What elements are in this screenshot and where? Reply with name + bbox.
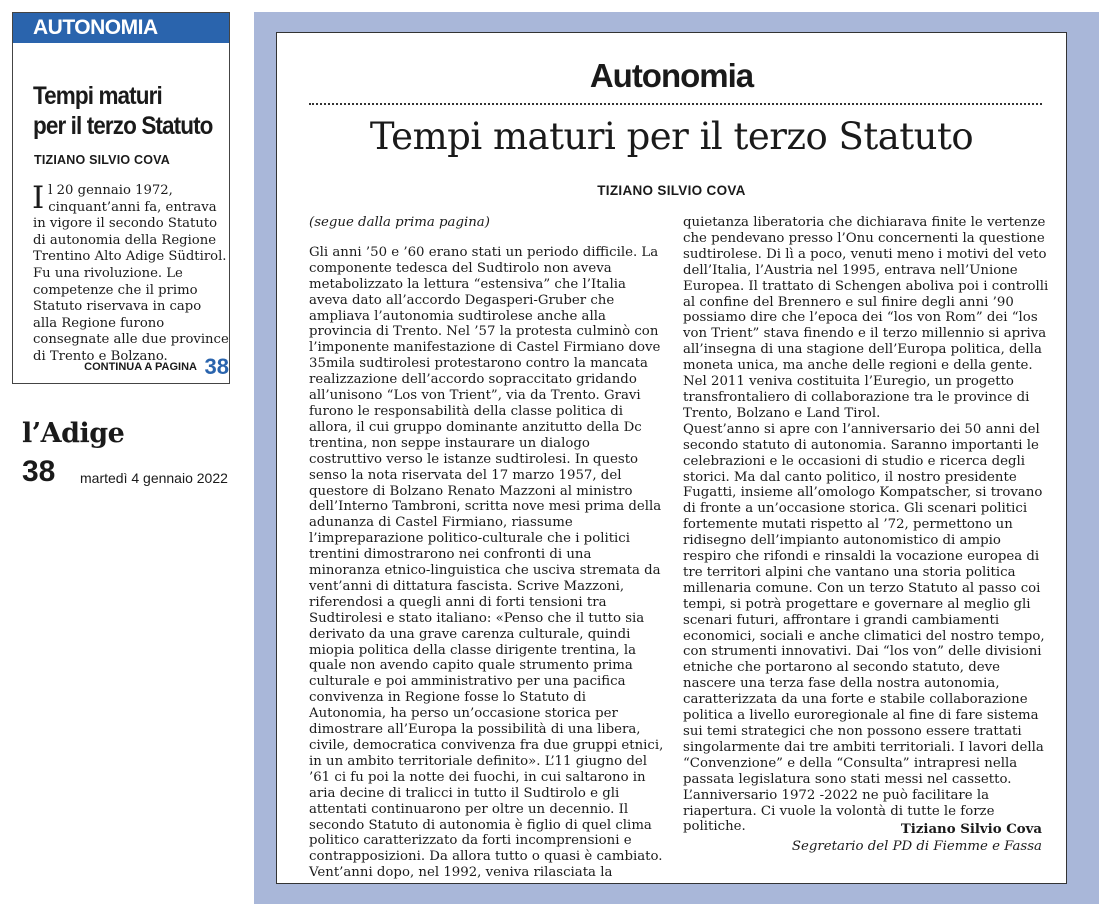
article-byline: TIZIANO SILVIO COVA	[597, 183, 746, 198]
article-paragraph: Gli anni ’50 e ’60 erano stati un periodo difficile. La componente tedesca del Sudtirolo non aveva metabolizzato la lettura “estensiva” che l’Italia aveva dato all’accordo Degasperi-Gruber che ampliava l’autonomia sudtirolese anche alla provincia di Trento. Nel ’57 la protesta culminò con l’imponente manifestazione di Castel Firmiano dove 35mila sudtirolesi protestarono contro la mancata realizzazione dell’accordo sopraccitato gridando all’unisono “Los von Trient”, via da Trento. Gravi furono le responsabilità della classe politica di allora, il cui gruppo dominante anzitutto della Dc trentina, non seppe instaurare un dialogo costruttivo verso le istanze sudtirolesi. In questo senso la nota riservata del 17 marzo 1957, del questore di Bolzano Renato Mazzoni al ministro dell’Interno Tambroni, scritta nove mesi prima della adunanza di Castel Firmiano, riassume l’impreparazione politico-culturale che i politici trentini dimostrarono nei confronti di una minoranza etnico-linguistica che usciva stremata da vent’anni di dittatura fascista. Scrive Mazzoni, riferendosi a quegli anni di forti tensioni tra Sudtirolesi e stato italiano: «Penso che il tutto sia derivato da una grave carenza culturale, quindi miopia politica della classe dirigente trentina, la quale non avendo capito quale strumento prima culturale e poi amministrativo per una pacifica convivenza in Regione fosse lo Statuto di Autonomia, ha perso un’occasione storica per dimostrare all’Europa la possibilità di una libera, civile, democratica convivenza fra due gruppi etnici, in un ambito territoriale definito». L’11 giugno del ’61 ci fu poi la notte dei fuochi, in cui saltarono in aria decine di tralicci in tutto il Sudtirolo e gli attentati continuarono per oltre un decennio. Il secondo Statuto di autonomia è figlio di quel clima politico caratterizzato da forti incomprensioni e contrapposizioni. Da allora tutto o quasi è cambiato. Vent’anni dopo, nel 1992, veniva rilasciata la	[309, 244, 664, 881]
newspaper-logo: l’Adige	[22, 418, 125, 449]
teaser-author: TIZIANO SILVIO COVA	[34, 153, 170, 167]
dotted-divider	[309, 103, 1042, 105]
article-panel	[276, 32, 1067, 884]
article-kicker: Autonomia	[589, 57, 754, 94]
teaser-title-line2: per il terzo Statuto	[33, 112, 213, 140]
article-column-1	[309, 215, 665, 881]
continued-from-note: (segue dalla prima pagina)	[309, 215, 490, 230]
signature-role: Segretario del PD di Fiemme e Fassa	[791, 839, 1042, 854]
section-label: AUTONOMIA	[13, 13, 229, 43]
teaser-title	[33, 81, 227, 141]
teaser-summary-text: l 20 gennaio 1972, cinquant’anni fa, entrava in vigore il secondo Statuto di autonomia della Regione Trentino Alto Adige Südtirol. Fu una rivoluzione. Le competenze che il primo Statuto riservava in capo alla Regione furono consegnate alle due province di Trento e Bolzano.	[33, 183, 229, 364]
issue-date: martedì 4 gennaio 2022	[80, 470, 228, 486]
article-paragraph: quietanza liberatoria che dichiarava finite le vertenze che pendevano presso l’Onu concernenti la questione sudtirolese. Di lì a poco, venuti meno i motivi del veto dell’Italia, l’Austria nel 1995, entrava nell’Unione Europea. Il trattato di Schengen aboliva poi i controlli al confine del Brennero e sul finire degli anni ’90 possiamo dire che l’epoca dei “los von Rom” dei “los von Trient” stava finendo e il terzo millennio si apriva all’insegna di una stagione dell’Europa politica, della moneta unica, ma anche delle regioni e della gente. Nel 2011 veniva costituita l’Euregio, un progetto transfrontaliero di collaborazione tra le province di Trento, Bolzano e Land Tirol.	[683, 215, 1049, 421]
article-paragraph: Quest’anno si apre con l’anniversario dei 50 anni del secondo statuto di autonomia. Saranno importanti le celebrazioni e le occasioni di studio e ricerca degli storici. Ma dal canto politico, il nostro presidente Fugatti, insieme all’omologo Kompatscher, si trovano di fronte a un’occasione storica. Gli scenari politici fortemente mutati rispetto al ’72, permettono un ridisegno dell’impianto autonomistico di ampio respiro che rifondi e rinsaldi la vocazione europea di tre territori alpini che vantano una storia politica millenaria comune. Con un terzo Statuto al passo coi tempi, si potrà progettare e governare al meglio gli scenari futuri, affrontare i grandi cambiamenti economici, sociali e anche climatici del nostro tempo, con strumenti innovativi. Dai “los von” delle divisioni etniche che portarono al secondo statuto, deve nascere una terza fase della nostra autonomia, caratterizzata da una forte e stabile collaborazione politica a livello euroregionale al fine di fare sistema sui temi strategici che non possono essere trattati singolarmente dai tre ambiti territoriali. I lavori della “Convenzione” e della “Consulta” intrapresi nella passata legislatura sono stati messi nel cassetto. L’anniversario 1972 -2022 ne può facilitare la riapertura. Ci vuole la volontà di tutte le forze politiche.	[683, 421, 1045, 835]
continue-page-number: 38	[204, 354, 229, 379]
teaser-title-line1: Tempi maturi	[33, 82, 162, 110]
page-number: 38	[22, 455, 56, 488]
continue-link[interactable]	[13, 354, 229, 383]
continue-label: CONTINUA A PAGINA	[84, 361, 197, 373]
teaser-box[interactable]	[12, 12, 230, 384]
drop-cap: I	[32, 180, 45, 216]
signature-name: Tiziano Silvio Cova	[900, 822, 1042, 837]
article-column-2	[683, 215, 1049, 835]
teaser-summary	[32, 180, 229, 366]
article-headline: Tempi maturi per il terzo Statuto	[369, 115, 974, 158]
